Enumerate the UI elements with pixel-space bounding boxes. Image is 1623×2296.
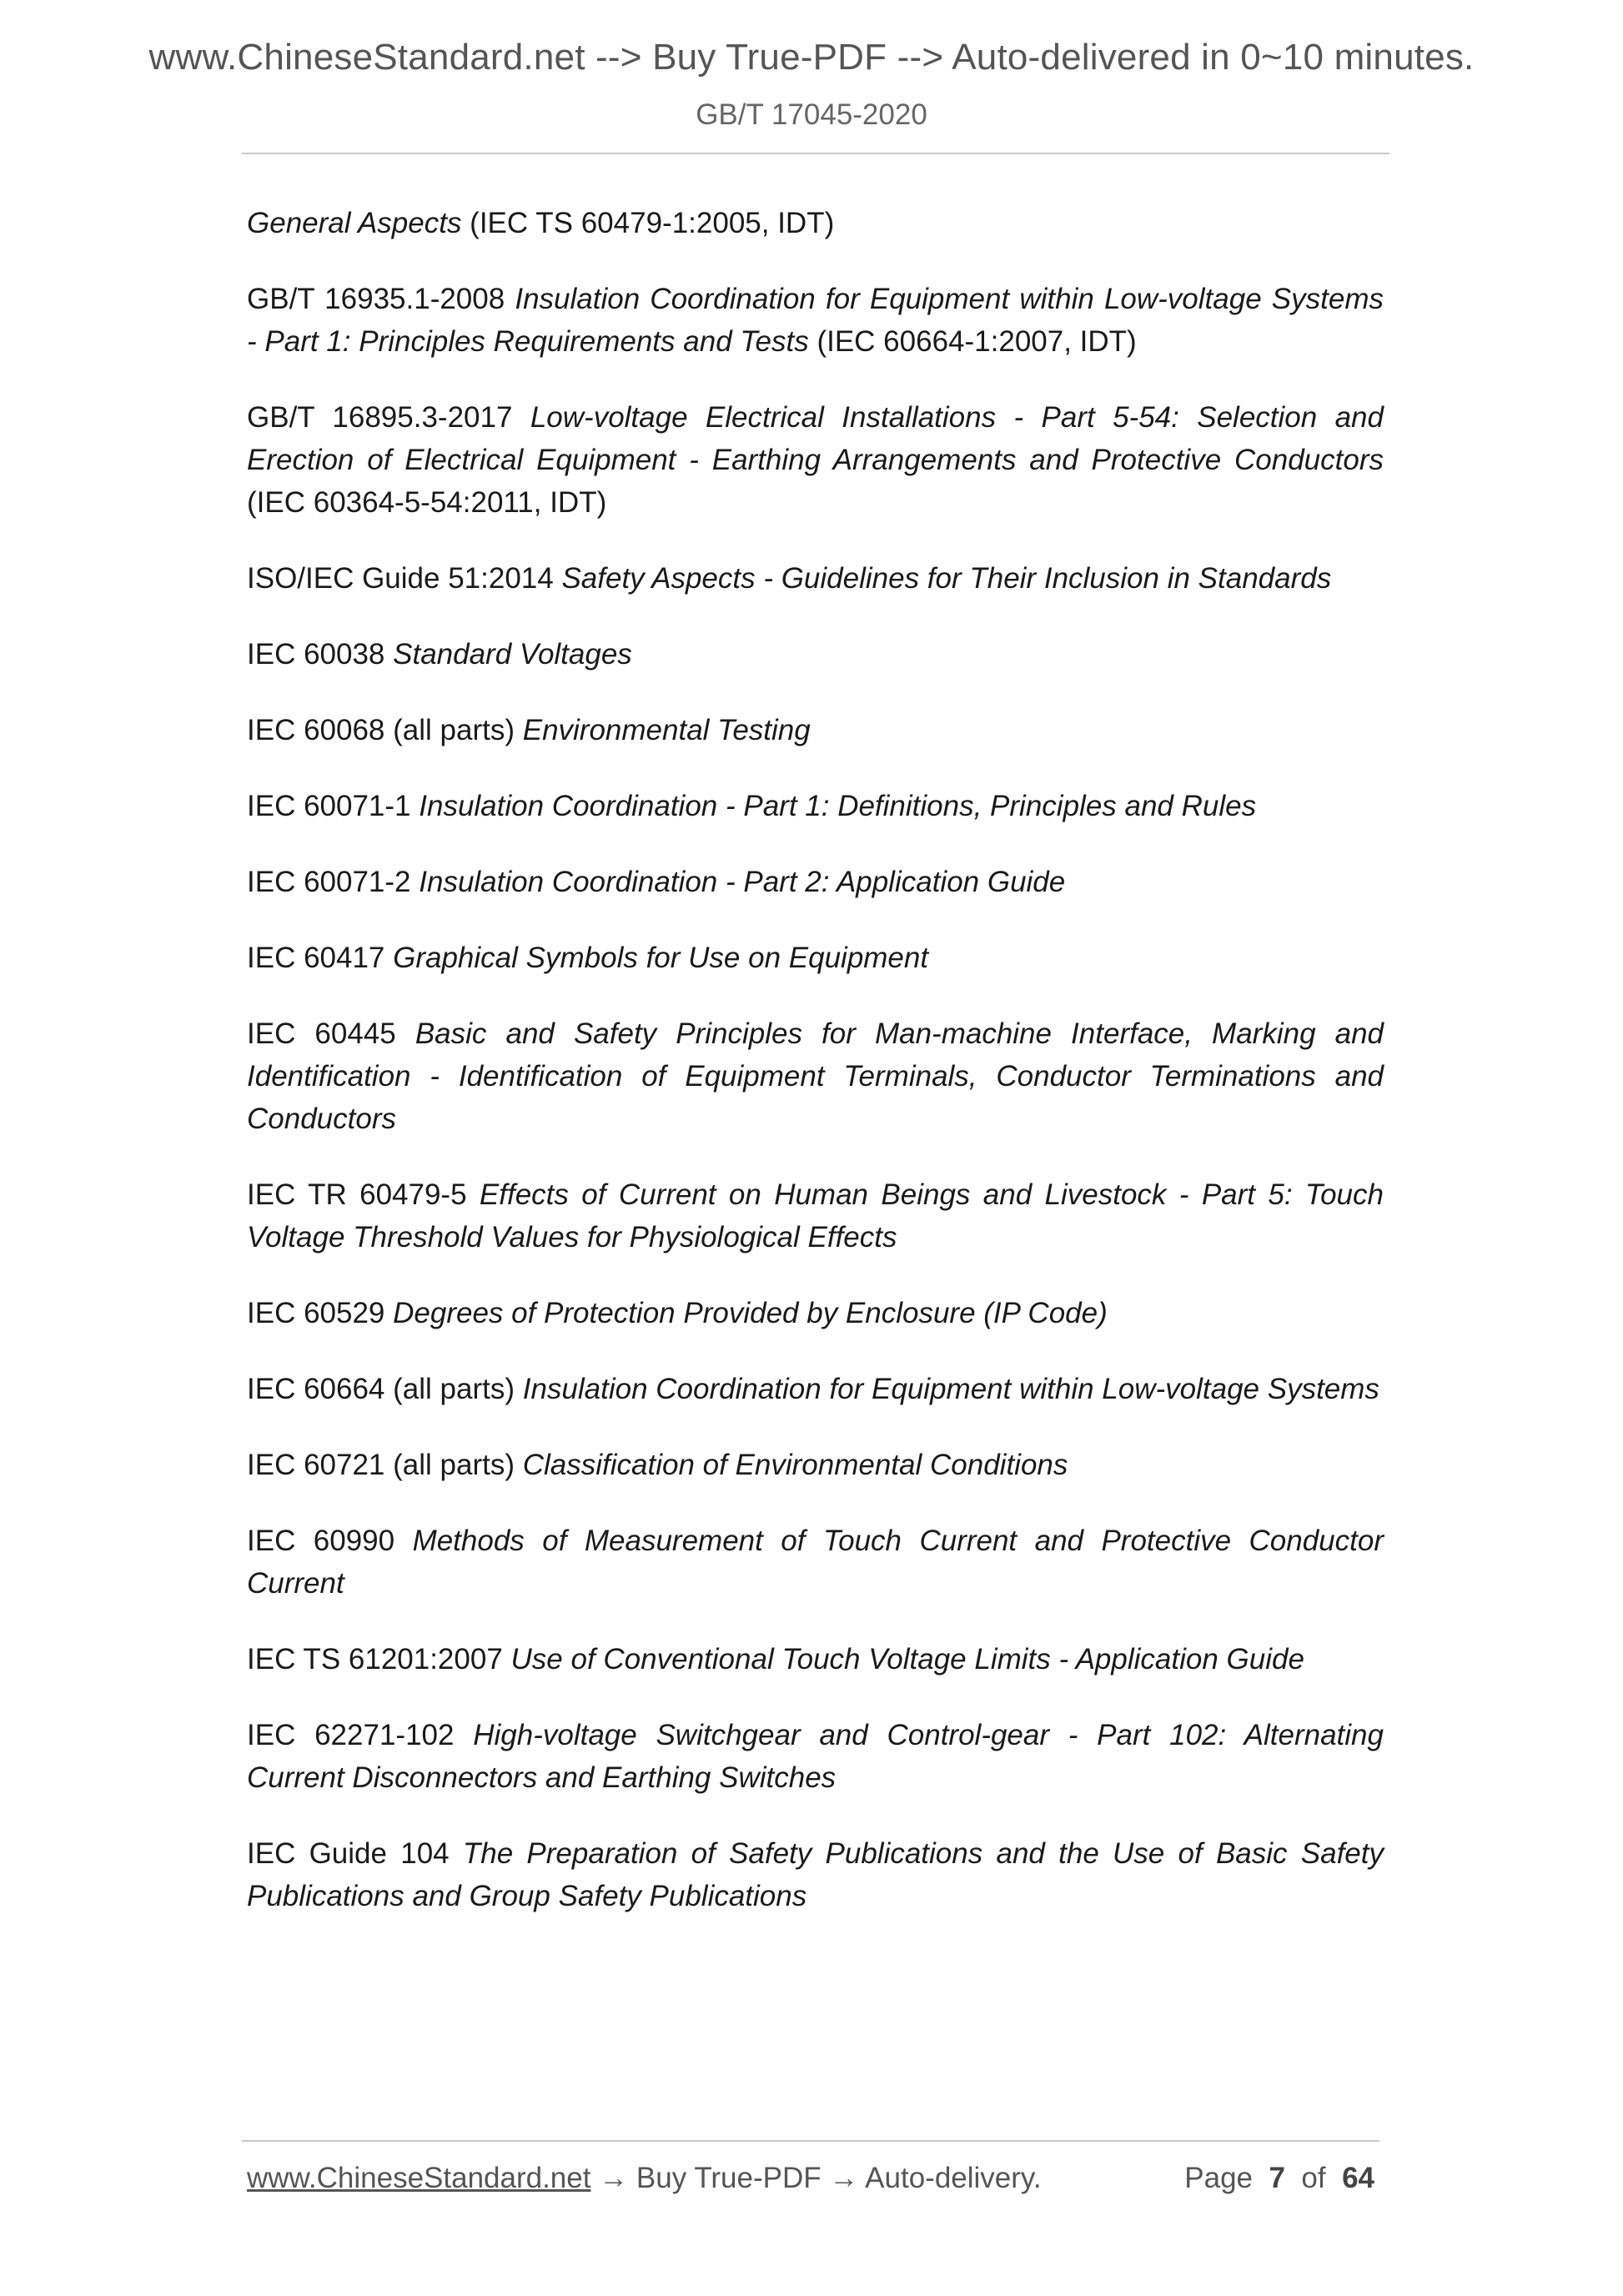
reference-item	[247, 202, 1384, 244]
reference-code: IEC 60071-1	[247, 790, 420, 822]
reference-title: High-voltage Switchgear and Control-gear - Part 102: Alternating Current Disconnectors and Earthing Switches	[247, 1719, 1384, 1794]
reference-title: Insulation Coordination - Part 1: Definitions, Principles and Rules	[419, 790, 1257, 822]
current-page-number: 7	[1269, 2162, 1285, 2194]
page-label: Page	[1184, 2162, 1254, 2194]
reference-item	[247, 1638, 1384, 1681]
reference-title: Graphical Symbols for Use on Equipment	[393, 942, 929, 974]
reference-item	[247, 1012, 1384, 1140]
reference-code: IEC TS 61201:2007	[247, 1643, 511, 1676]
reference-title: Basic and Safety Principles for Man-machine Interface, Marking and Identification - Identification of Equipment Terminals, Conductor Terminations and Conductors	[247, 1017, 1384, 1135]
reference-code: IEC 60068 (all parts)	[247, 714, 523, 746]
reference-title: Environmental Testing	[522, 714, 811, 746]
reference-item	[247, 709, 1384, 751]
reference-code: IEC 60038	[247, 638, 394, 671]
reference-item	[247, 278, 1384, 363]
reference-code: IEC 60529	[247, 1297, 394, 1329]
reference-code: IEC 60445	[247, 1017, 415, 1050]
reference-item	[247, 1292, 1384, 1334]
reference-item	[247, 1173, 1384, 1259]
reference-item	[247, 557, 1384, 600]
reference-title: Low-voltage Electrical Installations - Part 5-54: Selection and Erection of Electrical Equipment - Earthing Arrangements and Protective Conductors	[247, 401, 1384, 476]
header-divider	[242, 153, 1389, 154]
reference-code: IEC 60990	[247, 1525, 413, 1557]
reference-title: Degrees of Protection Provided by Enclosure (IP Code)	[393, 1297, 1108, 1329]
reference-title: The Preparation of Safety Publications and the Use of Basic Safety Publications and Group Safety Publications	[247, 1837, 1384, 1912]
total-pages: 64	[1342, 2162, 1374, 2194]
reference-suffix: (IEC TS 60479-1:2005, IDT)	[461, 207, 835, 239]
reference-title: Methods of Measurement of Touch Current and Protective Conductor Current	[247, 1525, 1384, 1600]
reference-code: IEC 60417	[247, 942, 394, 974]
reference-title: Classification of Environmental Conditions	[522, 1449, 1068, 1481]
reference-code: IEC 60721 (all parts)	[247, 1449, 523, 1481]
reference-title: Insulation Coordination for Equipment within Low-voltage Systems - Part 1: Principles Requirements and Tests	[247, 283, 1384, 358]
reference-code: IEC 60664 (all parts)	[247, 1373, 523, 1405]
page-indicator	[1184, 2162, 1374, 2195]
reference-item	[247, 1444, 1384, 1486]
reference-item	[247, 633, 1384, 676]
reference-code: IEC 60071-2	[247, 866, 420, 898]
reference-code: IEC TR 60479-5	[247, 1178, 480, 1211]
reference-code: GB/T 16935.1-2008	[247, 283, 515, 315]
reference-item	[247, 937, 1384, 979]
reference-item	[247, 785, 1384, 827]
reference-item	[247, 396, 1384, 524]
reference-code: GB/T 16895.3-2017	[247, 401, 530, 434]
reference-title: Standard Voltages	[393, 638, 632, 671]
footer-promo-text: → Buy True-PDF → Auto-delivery.	[590, 2162, 1042, 2194]
footer-website-link[interactable]: www.ChineseStandard.net	[247, 2162, 591, 2194]
reference-title: Insulation Coordination for Equipment within Low-voltage Systems	[522, 1373, 1379, 1405]
reference-suffix: (IEC 60364-5-54:2011, IDT)	[247, 486, 607, 519]
reference-title: Use of Conventional Touch Voltage Limits - Application Guide	[510, 1643, 1304, 1676]
reference-code: ISO/IEC Guide 51:2014	[247, 562, 562, 595]
reference-title: Effects of Current on Human Beings and Livestock - Part 5: Touch Voltage Threshold Values for Physiological Effects	[247, 1178, 1384, 1254]
footer-divider	[242, 2140, 1379, 2142]
reference-title: Safety Aspects - Guidelines for Their Inclusion in Standards	[561, 562, 1332, 595]
reference-item	[247, 1368, 1384, 1410]
reference-title: Insulation Coordination - Part 2: Application Guide	[419, 866, 1066, 898]
top-banner: www.ChineseStandard.net --> Buy True-PDF --> Auto-delivered in 0~10 minutes.	[148, 37, 1475, 78]
reference-code: IEC Guide 104	[247, 1837, 463, 1870]
reference-code: IEC 62271-102	[247, 1719, 474, 1751]
of-label: of	[1301, 2162, 1326, 2194]
reference-item	[247, 1832, 1384, 1917]
reference-item	[247, 1520, 1384, 1605]
document-code: GB/T 17045-2020	[696, 98, 927, 131]
reference-title: General Aspects	[247, 207, 462, 239]
reference-item	[247, 861, 1384, 903]
reference-item	[247, 1714, 1384, 1799]
reference-suffix: (IEC 60664-1:2007, IDT)	[808, 325, 1137, 358]
normative-references-list	[247, 202, 1384, 1951]
page-footer	[247, 2162, 1374, 2195]
